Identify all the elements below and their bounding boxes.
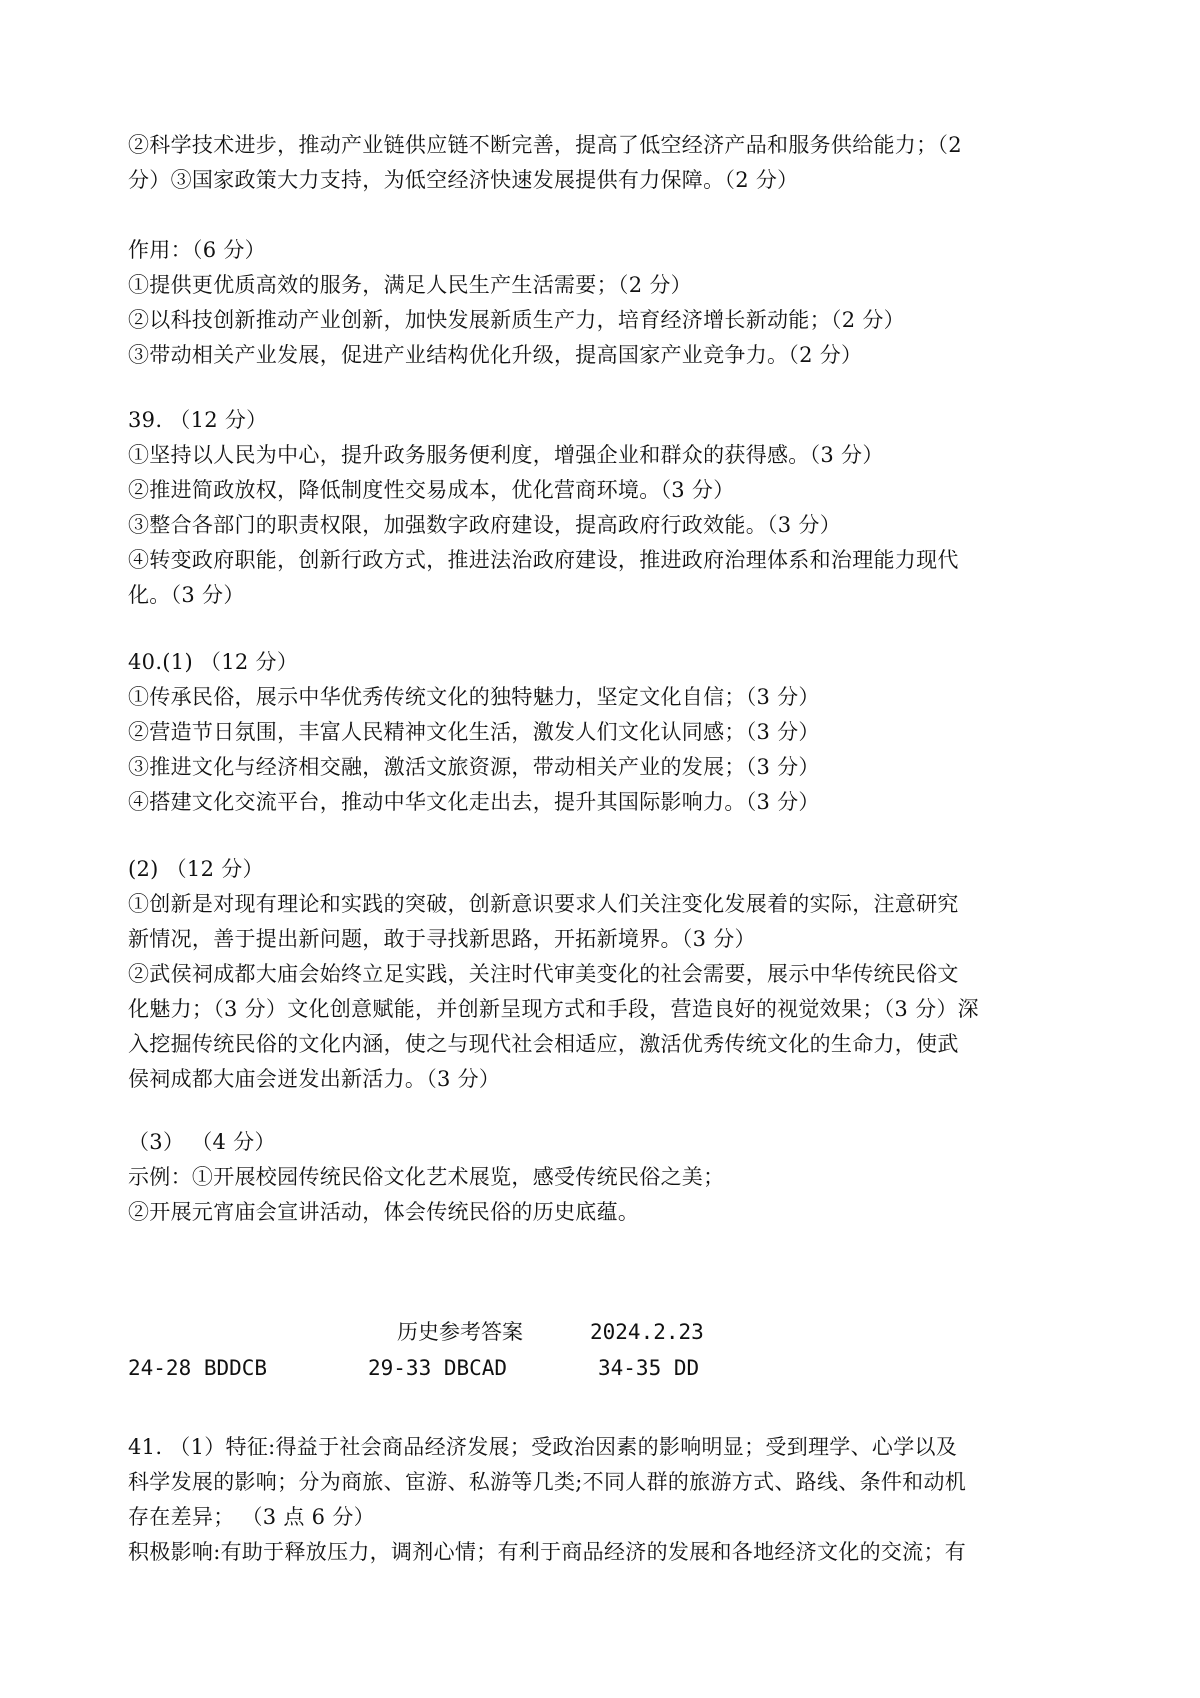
question-39-block — [128, 403, 1088, 613]
text-line: ①坚持以人民为中心，提升政务服务便利度，增强企业和群众的获得感。（3 分） — [128, 443, 884, 467]
answer-group: 24-28 BDDCB — [128, 1356, 268, 1380]
text-line: ③推进文化与经济相交融，激活文旅资源，带动相关产业的发展；（3 分） — [128, 755, 820, 779]
text-line: ③带动相关产业发展，促进产业结构优化升级，提高国家产业竞争力。（2 分） — [128, 343, 863, 367]
question-40-2-block — [128, 852, 1088, 1097]
text-line: 化魅力；（3 分）文化创意赋能，并创新呈现方式和手段，营造良好的视觉效果；（3 分）深 — [128, 997, 979, 1021]
text-line: ①创新是对现有理论和实践的突破，创新意识要求人们关注变化发展着的实际，注意研究 — [128, 892, 959, 916]
history-title: 历史参考答案 — [397, 1320, 523, 1344]
text-line: 新情况，善于提出新问题，敢于寻找新思路，开拓新境界。（3 分） — [128, 927, 756, 951]
text-line: 化。（3 分） — [128, 583, 245, 607]
section-heading: 作用：（6 分） — [128, 238, 266, 262]
text-line: ②科学技术进步，推动产业链供应链不断完善，提高了低空经济产品和服务供给能力；（2 — [128, 133, 962, 157]
question-40-3-block — [128, 1125, 1088, 1230]
text-line: 侯祠成都大庙会迸发出新活力。（3 分） — [128, 1067, 501, 1091]
multiple-choice-answers — [0, 1350, 1200, 1386]
text-line: 存在差异； （3 点 6 分） — [128, 1505, 375, 1529]
text-line: 入挖掘传统民俗的文化内涵，使之与现代社会相适应，激活优秀传统文化的生命力，使武 — [128, 1032, 959, 1056]
text-line: ④搭建文化交流平台，推动中华文化走出去，提升其国际影响力。（3 分） — [128, 790, 820, 814]
text-line: ②开展元宵庙会宣讲活动，体会传统民俗的历史底蕴。 — [128, 1200, 640, 1224]
answer-group: 29-33 DBCAD — [368, 1356, 508, 1380]
history-date: 2024.2.23 — [590, 1320, 704, 1344]
text-line: ①提供更优质高效的服务，满足人民生产生活需要；（2 分） — [128, 273, 692, 297]
question-40-1-block — [128, 645, 1088, 820]
question-heading: 39. （12 分） — [128, 408, 268, 432]
economy-reasons-block — [128, 128, 1088, 198]
text-line: ②武侯祠成都大庙会始终立足实践，关注时代审美变化的社会需要，展示中华传统民俗文 — [128, 962, 959, 986]
text-line: 积极影响:有助于释放压力，调剂心情；有利于商品经济的发展和各地经济文化的交流；有 — [128, 1540, 967, 1564]
text-line: ②以科技创新推动产业创新，加快发展新质生产力，培育经济增长新动能；（2 分） — [128, 308, 905, 332]
text-line: ④转变政府职能，创新行政方式，推进法治政府建设，推进政府治理体系和治理能力现代 — [128, 548, 959, 572]
text-line: 分）③国家政策大力支持，为低空经济快速发展提供有力保障。（2 分） — [128, 168, 799, 192]
question-heading: （3） （4 分） — [128, 1130, 276, 1154]
text-line: ③整合各部门的职责权限，加强数字政府建设，提高政府行政效能。（3 分） — [128, 513, 842, 537]
history-answer-heading — [0, 1314, 1200, 1350]
text-line: ②推进简政放权，降低制度性交易成本，优化营商环境。（3 分） — [128, 478, 735, 502]
text-line: 示例：①开展校园传统民俗文化艺术展览，感受传统民俗之美； — [128, 1165, 725, 1189]
text-line: ①传承民俗，展示中华优秀传统文化的独特魅力，坚定文化自信；（3 分） — [128, 685, 820, 709]
question-41-block — [128, 1430, 1088, 1570]
question-heading: 41. （1）特征:得益于社会商品经济发展；受政治因素的影响明显；受到理学、心学以及 — [128, 1435, 958, 1459]
question-heading: (2) （12 分） — [128, 857, 264, 881]
text-line: 科学发展的影响；分为商旅、宦游、私游等几类;不同人群的旅游方式、路线、条件和动机 — [128, 1470, 967, 1494]
answer-group: 34-35 DD — [598, 1356, 700, 1380]
text-line: ②营造节日氛围，丰富人民精神文化生活，激发人们文化认同感；（3 分） — [128, 720, 820, 744]
question-heading: 40.(1) （12 分） — [128, 650, 299, 674]
effects-block — [128, 233, 1088, 373]
